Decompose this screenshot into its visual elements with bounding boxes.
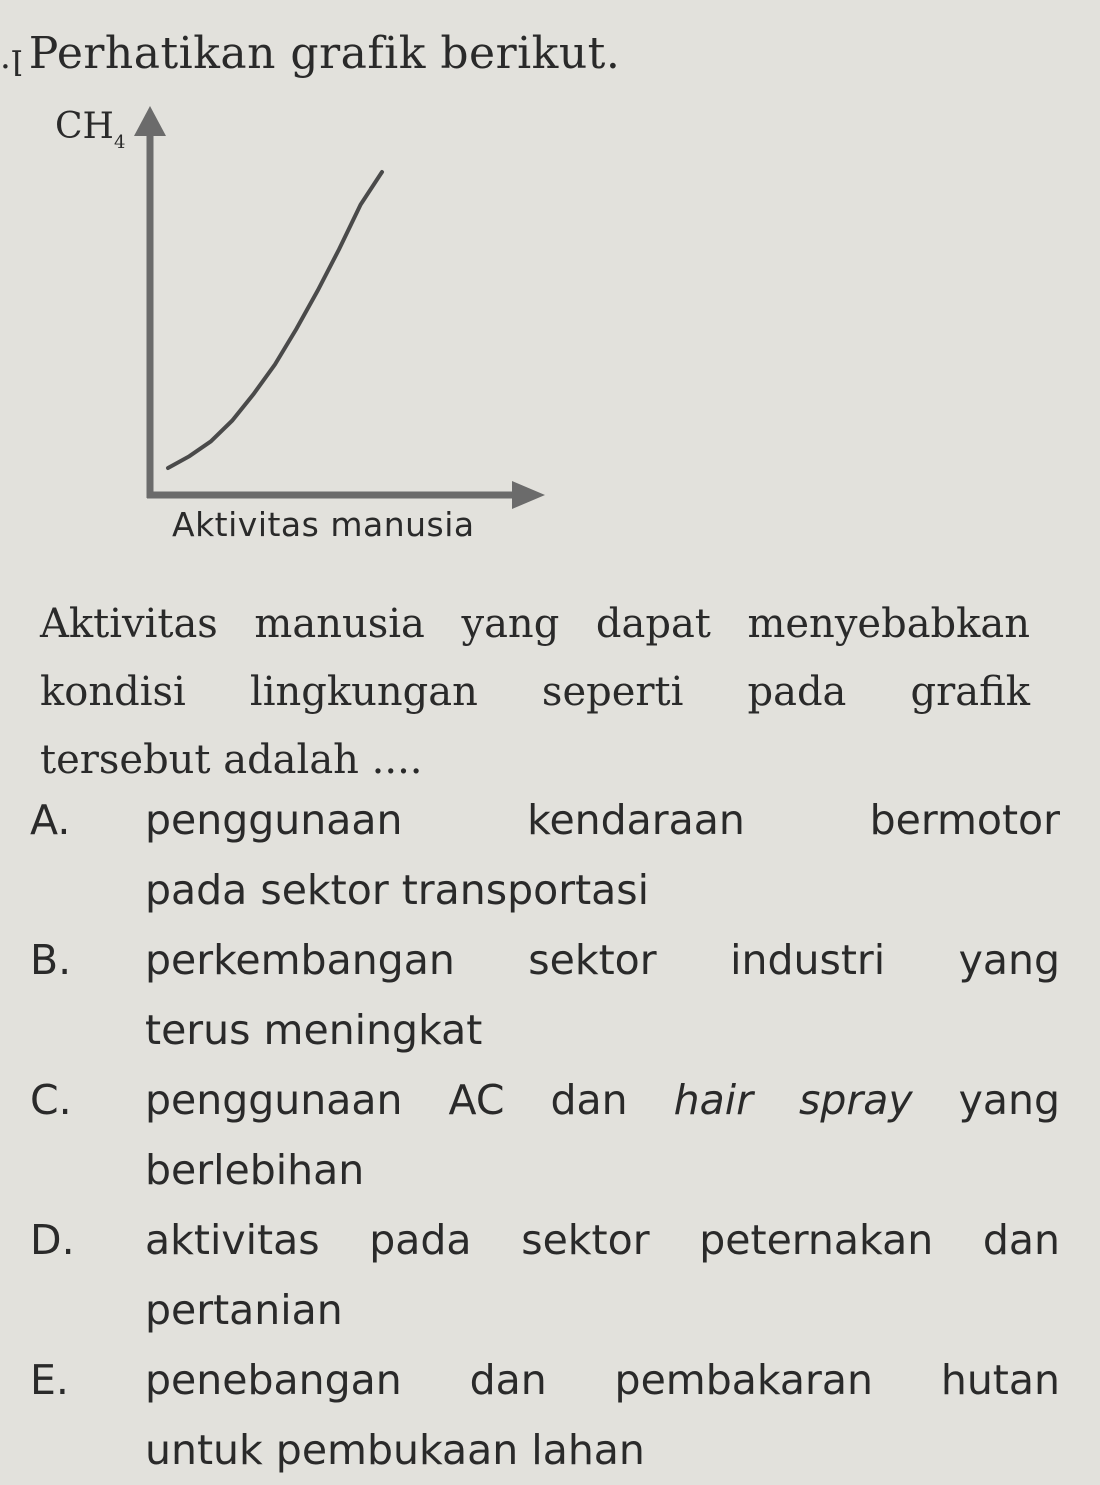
y-axis-label-sub: 4 <box>113 132 126 153</box>
option-e-line-2: untuk pembukaan lahan <box>145 1426 645 1474</box>
ch4-chart <box>0 90 600 530</box>
option-a-letter: A. <box>30 796 71 844</box>
option-d-line-2: pertanian <box>145 1286 343 1334</box>
option-c-line-2: berlebihan <box>145 1146 365 1194</box>
option-e-line-1: penebangan dan pembakaran hutan <box>145 1356 1060 1404</box>
option-c-line-1 <box>145 1065 1060 1135</box>
option-d-line-1: aktivitas pada sektor peternakan dan <box>145 1216 1060 1264</box>
ch4-curve <box>168 172 382 468</box>
x-axis-arrow-icon <box>512 481 545 509</box>
y-axis-arrow-icon <box>134 106 166 136</box>
y-axis-label-main: CH <box>55 106 114 147</box>
option-a-line-2: pada sektor transportasi <box>145 866 650 914</box>
option-c-text-1b: hair spray <box>673 1076 913 1124</box>
option-b-letter: B. <box>30 936 72 984</box>
stem-line-2: kondisi lingkungan seperti pada grafik <box>40 669 1030 715</box>
question-intro <box>0 28 620 79</box>
option-d-letter: D. <box>30 1216 75 1264</box>
option-c-text-1a: penggunaan AC dan <box>145 1076 674 1124</box>
option-c-letter: C. <box>30 1076 72 1124</box>
question-stem <box>40 590 1030 794</box>
option-b-line-1: perkembangan sektor industri yang <box>145 936 1060 984</box>
x-axis-label: Aktivitas manusia <box>172 505 475 544</box>
stem-line-3: tersebut adalah .... <box>40 737 423 783</box>
question-intro-text: Perhatikan grafik berikut. <box>28 28 621 79</box>
option-a-line-1: penggunaan kendaraan bermotor <box>145 796 1060 844</box>
option-b-line-2: terus meningkat <box>145 1006 483 1054</box>
question-marker-icon: .ꞁ <box>0 37 23 77</box>
stem-line-1: Aktivitas manusia yang dapat menyebabkan <box>40 601 1030 647</box>
option-e-letter: E. <box>30 1356 69 1404</box>
option-c-text-1c: yang <box>912 1076 1060 1124</box>
